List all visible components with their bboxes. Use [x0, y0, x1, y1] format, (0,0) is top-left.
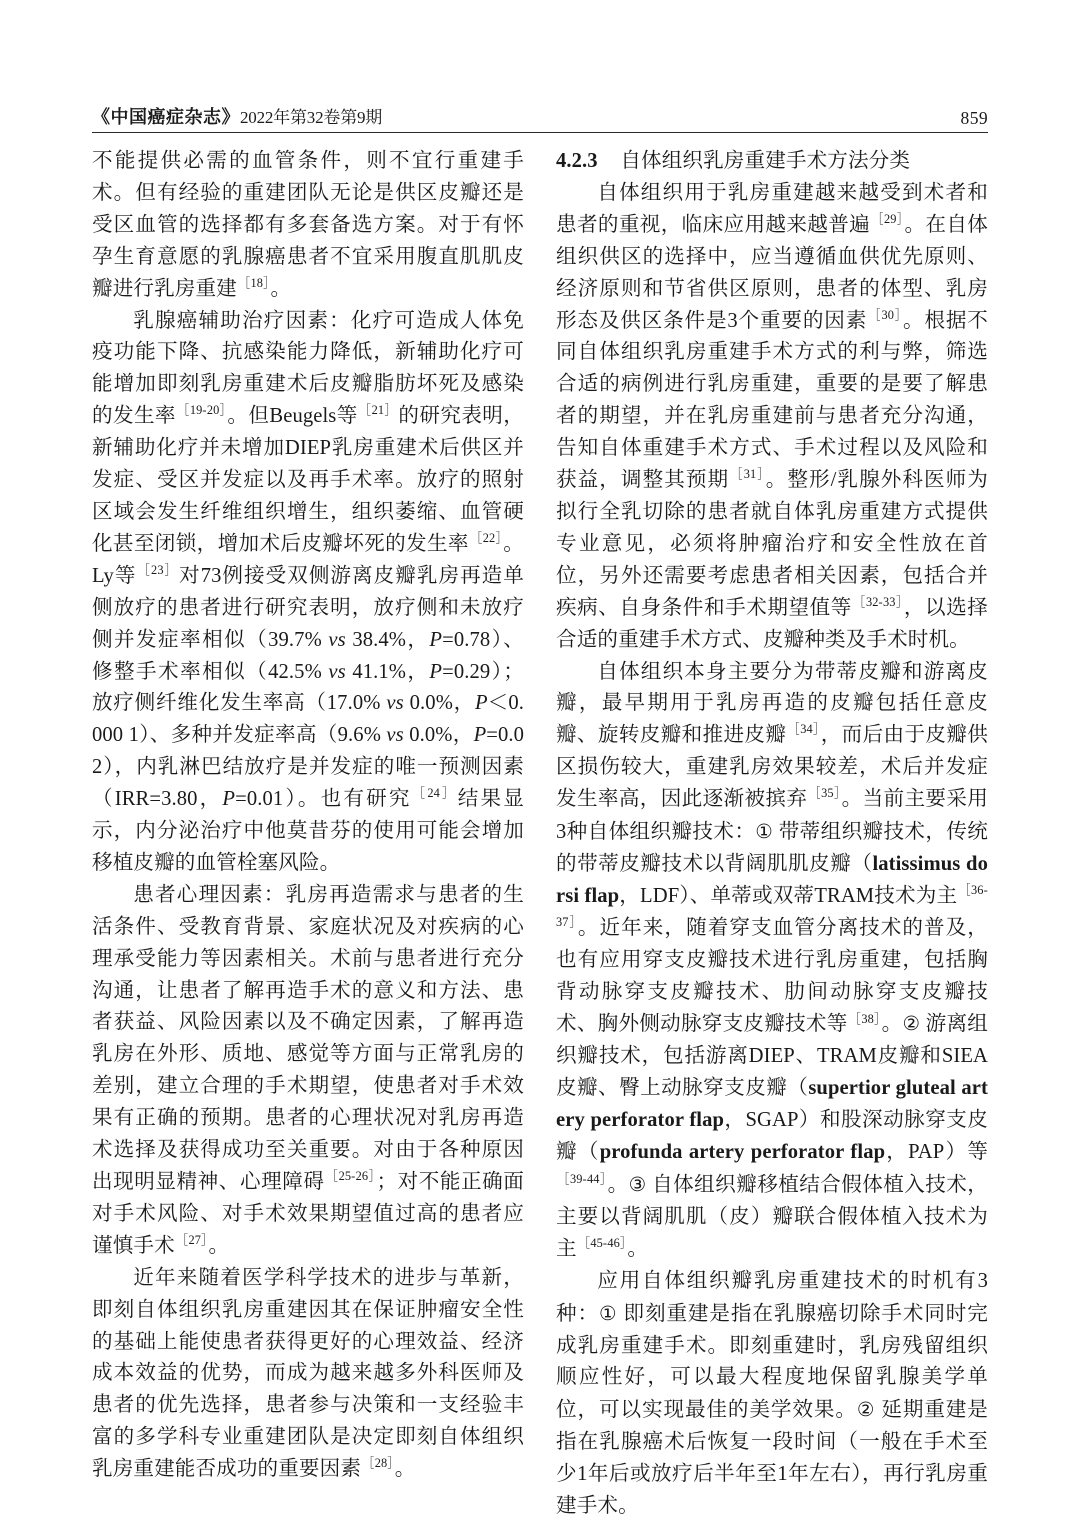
section-heading: [556, 146, 988, 178]
body-columns: [92, 146, 988, 1523]
page-number: 859: [960, 108, 988, 128]
section-number: 4.2.3: [556, 150, 598, 172]
running-head-left: [92, 103, 382, 129]
section-title: 自体组织乳房重建手术方法分类: [620, 150, 911, 172]
paragraph: 自体组织本身主要分为带蒂皮瓣和游离皮瓣，最早期用于乳房再造的皮瓣包括任意皮瓣、旋转皮瓣和推进皮瓣$^{[34]}$，而后由于皮瓣供区损伤较大，重建乳房效果较差，术后并发症发生率高，因此逐渐被摈弃$^{[35]}$。当前主要采用3种自体组织瓣技术：① 带蒂组织瓣技术，传统的带蒂皮瓣技术以背阔肌肌皮瓣（latissimus dorsi flap，LDF）、单蒂或双蒂TRAM技术为主$^{[36-37]}$。近年来，随着穿支血管分离技术的普及，也有应用穿支皮瓣技术进行乳房重建，包括胸背动脉穿支皮瓣技术、肋间动脉穿支皮瓣技术、胸外侧动脉穿支皮瓣技术等$^{[38]}$。② 游离组织瓣技术，包括游离DIEP、TRAM皮瓣和SIEA皮瓣、臀上动脉穿支皮瓣（supertior gluteal artery perforator flap，SGAP）和股深动脉穿支皮瓣（profunda artery perforator flap，PAP）等$^{[39-44]}$。③ 自体组织瓣移植结合假体植入技术，主要以背阔肌肌（皮）瓣联合假体植入技术为主$^{[45-46]}$。: [556, 660, 989, 1260]
left-column: [92, 146, 524, 1523]
issue-info: 2022年第32卷第9期: [240, 108, 383, 127]
paragraph: 乳腺癌辅助治疗因素：化疗可造成人体免疫功能下降、抗感染能力降低，新辅助化疗可能增加即刻乳房重建术后皮瓣脂肪坏死及感染的发生率$^{[19-20]}$。但Beugels等$^{[21]}$的研究表明，新辅助化疗并未增加DIEP乳房重建术后供区并发症、受区并发症以及再手术率。放疗的照射区域会发生纤维组织增生，组织萎缩、血管硬化甚至闭锁，增加术后皮瓣坏死的发生率$^{[22]}$。Ly等$^{[23]}$对73例接受双侧游离皮瓣乳房再造单侧放疗的患者进行研究表明，放疗侧和未放疗侧并发症率相似（39.7% vs 38.4%，P=0.78）、修整手术率相似（42.5% vs 41.1%，P=0.29）；放疗侧纤维化发生率高（17.0% vs 0.0%，P＜0.000 1）、多种并发症率高（9.6% vs 0.0%，P=0.02），内乳淋巴结放疗是并发症的唯一预测因素（IRR=3.80，P=0.01）。也有研究$^{[24]}$结果显示，内分泌治疗中他莫昔芬的使用可能会增加移植皮瓣的血管栓塞风险。: [92, 309, 525, 874]
paragraph: 近年来随着医学科学技术的进步与革新，即刻自体组织乳房重建因其在保证肿瘤安全性的基础上能使患者获得更好的心理效益、经济成本效益的优势，而成为越来越多外科医师及患者的优先选择，患者参与决策和一支经验丰富的多学科专业重建团队是决定即刻自体组织乳房重建能否成功的重要因素$^{[28]}$。: [92, 1266, 524, 1481]
paragraph: 不能提供必需的血管条件，则不宜行重建手术。但有经验的重建团队无论是供区皮瓣还是受区血管的选择都有多套备选方案。对于有怀孕生育意愿的乳腺癌患者不宜采用腹直肌肌皮瓣进行乳房重建$^{[18]}$。: [92, 150, 524, 300]
journal-title: 《中国癌症杂志》: [92, 107, 240, 128]
paragraph: 应用自体组织瓣乳房重建技术的时机有3种：① 即刻重建是指在乳腺癌切除手术同时完成乳房重建手术。即刻重建时，乳房残留组织顺应性好，可以最大程度地保留乳腺美学单位，可以实现最佳的美学效果。② 延期重建是指在乳腺癌术后恢复一段时间（一般在手术至少1年后或放疗后半年至1年左右），再行乳房重建手术。: [556, 1269, 988, 1518]
right-column: [556, 146, 988, 1523]
paragraph: 患者心理因素：乳房再造需求与患者的生活条件、受教育背景、家庭状况及对疾病的心理承受能力等因素相关。术前与患者进行充分沟通，让患者了解再造手术的意义和方法、患者获益、风险因素以及不确定因素，了解再造乳房在外形、质地、感觉等方面与正常乳房的差别，建立合理的手术期望，使患者对手术效果有正确的预期。患者的心理状况对乳房再造术选择及获得成功至关重要。对由于各种原因出现明显精神、心理障碍$^{[25-26]}$；对不能正确面对手术风险、对手术效果期望值过高的患者应谨慎手术$^{[27]}$。: [92, 883, 525, 1257]
running-head: [92, 101, 988, 133]
paragraph: 自体组织用于乳房重建越来越受到术者和患者的重视，临床应用越来越普遍$^{[29]}$。在自体组织供区的选择中，应当遵循血供优先原则、经济原则和节省供区原则，患者的体型、乳房形态及供区条件是3个重要的因素$^{[30]}$。根据不同自体组织乳房重建手术方式的利与弊，筛选合适的病例进行乳房重建，重要的是要了解患者的期望，并在乳房重建前与患者充分沟通，告知自体重建手术方式、手术过程以及风险和获益，调整其预期$^{[31]}$。整形/乳腺外科医师为拟行全乳切除的患者就自体乳房重建方式提供专业意见，必须将肿瘤治疗和安全性放在首位，另外还需要考虑患者相关因素，包括合并疾病、自身条件和手术期望值等$^{[32-33]}$，以选择合适的重建手术方式、皮瓣种类及手术时机。: [556, 181, 988, 651]
